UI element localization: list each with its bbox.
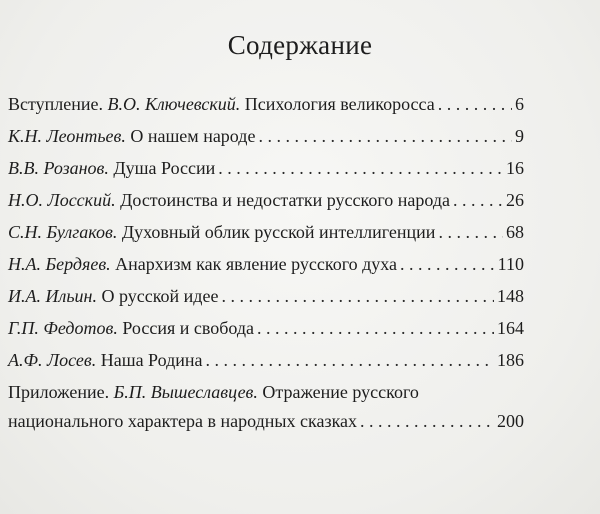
dot-leader [258,120,512,152]
entry-page: 9 [515,126,524,146]
toc-entry [8,344,524,376]
entry-author: Г.П. Федотов. [8,318,118,338]
toc-entry [8,88,524,120]
entry-author: В.В. Розанов. [8,158,109,178]
entry-title: Достоинства и недостатки русского народа [120,190,451,210]
toc-entry [8,248,524,280]
entry-prefix: Приложение. [8,382,110,402]
entry-page: 6 [515,94,524,114]
entry-page: 186 [497,350,524,370]
entry-title: Душа России [113,158,216,178]
dot-leader [206,344,494,376]
toc-entry [8,312,524,344]
entry-author: Н.О. Лосский. [8,190,116,210]
dot-leader [438,88,512,120]
toc-entry [8,280,524,312]
toc-entry-continuation [8,408,524,434]
table-of-contents [8,88,524,434]
entry-title: Анархизм как явление русского духа [115,254,398,274]
entry-title-line2: национального характера в народных сказках [8,411,358,431]
dot-leader [221,280,494,312]
entry-title: Наша Родина [100,350,203,370]
entry-prefix: Вступление. [8,94,103,114]
entry-page: 26 [506,190,524,210]
entry-title: О нашем народе [130,126,256,146]
entry-title: Психология великоросса [244,94,435,114]
entry-title: Россия и свобода [122,318,255,338]
entry-page: 16 [506,158,524,178]
toc-entry [8,120,524,152]
entry-page: 200 [497,411,524,431]
entry-author: Н.А. Бердяев. [8,254,111,274]
toc-entry [8,216,524,248]
entry-author: С.Н. Булгаков. [8,222,118,242]
entry-page: 148 [497,286,524,306]
toc-entry [8,152,524,184]
entry-author: Б.П. Вышеславцев. [113,382,258,402]
entry-page: 164 [497,318,524,338]
page-title: Содержание [227,30,373,60]
dot-leader [257,312,494,344]
dot-leader [218,152,503,184]
entry-page: 68 [506,222,524,242]
entry-author: И.А. Ильин. [8,286,97,306]
entry-title: Отражение русского [262,382,419,402]
toc-entry [8,184,524,216]
entry-page: 110 [497,254,524,274]
dot-leader [438,216,503,248]
entry-title: Духовный облик русской интеллигенции [121,222,436,242]
dot-leader [360,408,494,434]
entry-author: В.О. Ключевский. [107,94,241,114]
entry-author: А.Ф. Лосев. [8,350,97,370]
entry-title: О русской идее [101,286,219,306]
toc-entry [8,379,524,405]
dot-leader [453,184,503,216]
dot-leader [400,248,495,280]
entry-author: К.Н. Леонтьев. [8,126,126,146]
